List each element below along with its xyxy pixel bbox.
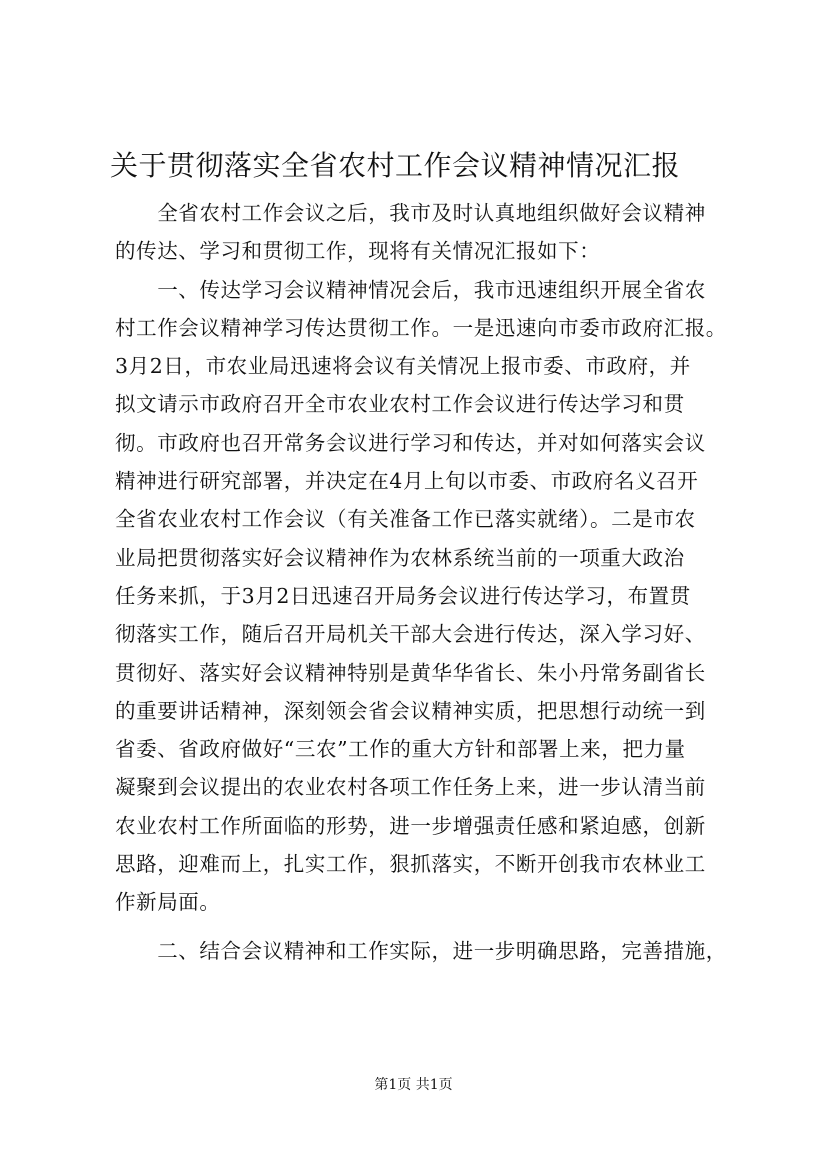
body-line: 贯彻好、落实好会议精神特别是黄华华省长、朱小丹常务副省长	[115, 660, 706, 685]
body-line: 3月2日，市农业局迅速将会议有关情况上报市委、市政府，并	[115, 354, 691, 379]
document-title: 关于贯彻落实全省农村工作会议精神情况汇报	[110, 149, 681, 182]
body-line: 二、结合会议精神和工作实际，进一步明确思路，完善措施，	[115, 938, 727, 963]
body-line: 彻落实工作，随后召开局机关干部大会进行传达，深入学习好、	[115, 622, 706, 647]
body-line: 精神进行研究部署，并决定在4月上旬以市委、市政府名义召开	[115, 469, 699, 494]
page-number-footer: 第1页 共1页	[374, 1077, 453, 1093]
body-line: 的重要讲话精神，深刻领会省会议精神实质，把思想行动统一到	[115, 698, 706, 723]
body-line: 任务来抓，于3月2日迅速召开局务会议进行传达学习，布置贯	[115, 583, 691, 608]
body-line: 拟文请示市政府召开全市农业农村工作会议进行传达学习和贯	[115, 392, 685, 417]
paragraph-gap	[115, 922, 743, 932]
body-line: 村工作会议精神学习传达贯彻工作。一是迅速向市委市政府汇报。	[115, 315, 727, 340]
body-line: 作新局面。	[115, 890, 221, 915]
body-line: 省委、省政府做好“三农”工作的重大方针和部署上来，把力量	[115, 737, 686, 762]
body-line: 业局把贯彻落实好会议精神作为农林系统当前的一项重大政治	[115, 545, 685, 570]
document-body	[115, 194, 743, 970]
body-line: 的传达、学习和贯彻工作，现将有关情况汇报如下：	[115, 239, 601, 264]
body-line: 农业农村工作所面临的形势，进一步增强责任感和紧迫感，创新	[115, 813, 706, 838]
body-line: 彻。市政府也召开常务会议进行学习和传达，并对如何落实会议	[115, 430, 706, 455]
body-line: 思路，迎难而上，扎实工作，狠抓落实，不断开创我市农林业工	[115, 852, 706, 877]
body-line: 凝聚到会议提出的农业农村各项工作任务上来，进一步认清当前	[115, 775, 706, 800]
body-line: 全省农村工作会议之后，我市及时认真地组织做好会议精神	[115, 201, 706, 225]
body-line: 全省农业农村工作会议（有关准备工作已落实就绪）。二是市农	[115, 507, 696, 532]
body-line: 一、传达学习会议精神情况会后，我市迅速组织开展全省农	[115, 277, 706, 302]
